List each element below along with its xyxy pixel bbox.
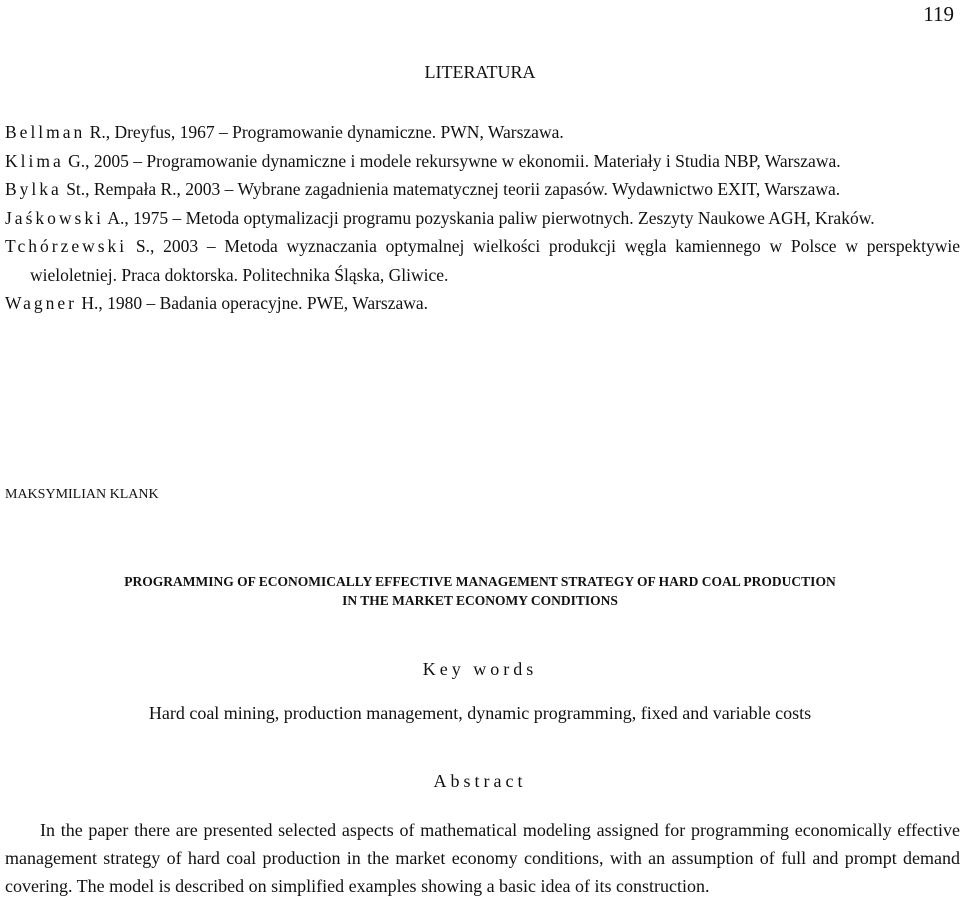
reference-item bbox=[5, 232, 960, 289]
keywords-text: Hard coal mining, production management, dynamic programming, fixed and variable costs bbox=[148, 703, 812, 723]
page-number: 119 bbox=[923, 2, 954, 26]
reference-author: Bylka bbox=[5, 179, 62, 199]
reference-details: H., 1980 – Badania operacyjne. PWE, Warszawa. bbox=[76, 293, 429, 313]
reference-author: Klima bbox=[5, 150, 64, 171]
reference-details: G., 2005 – Programowanie dynamiczne i modele rekursywne w ekonomii. Materiały i Studia NBP, Warszawa. bbox=[63, 150, 841, 171]
reference-item bbox=[5, 204, 960, 233]
reference-details: R., Dreyfus, 1967 – Programowanie dynamiczne. PWN, Warszawa. bbox=[85, 122, 564, 142]
reference-item bbox=[5, 147, 960, 176]
reference-list bbox=[5, 118, 960, 318]
reference-author: Bellman bbox=[5, 122, 86, 142]
article-title-line: IN THE MARKET ECONOMY CONDITIONS bbox=[342, 593, 618, 608]
reference-details: St., Rempała R., 2003 – Wybrane zagadnienia matematycznej teorii zapasów. Wydawnictwo EXIT, Warszawa. bbox=[61, 179, 841, 199]
article-author: MAKSYMILIAN KLANK bbox=[5, 487, 159, 502]
reference-item bbox=[5, 118, 960, 147]
reference-details: S., 2003 – Metoda wyznaczania optymalnej wielkości produkcji węgla kamiennego w Polsce w perspektywie wieloletniej. Praca doktorska. Politechnika Śląska, Gliwice. bbox=[30, 236, 960, 285]
reference-author: Wagner bbox=[5, 293, 77, 313]
article-title bbox=[0, 572, 960, 610]
literature-heading: LITERATURA bbox=[424, 62, 536, 82]
article-title-line: PROGRAMMING OF ECONOMICALLY EFFECTIVE MANAGEMENT STRATEGY OF HARD COAL PRODUCTION bbox=[124, 574, 836, 589]
abstract-heading: Abstract bbox=[433, 771, 527, 791]
reference-details: A., 1975 – Metoda optymalizacji programu pozyskania paliw pierwotnych. Zeszyty Naukowe AGH, Kraków. bbox=[103, 207, 875, 228]
reference-author: Jaśkowski bbox=[5, 207, 104, 228]
reference-item bbox=[5, 289, 960, 318]
reference-item bbox=[5, 175, 960, 204]
reference-author: Tchórzewski bbox=[5, 236, 128, 256]
keywords-heading: Key words bbox=[422, 659, 538, 679]
abstract-text: In the paper there are presented selected aspects of mathematical modeling assigned for programming economically effective management strategy of hard coal production in the market economy conditions, with an assumption of full and prompt demand covering. The model is described on simplified examples showing a basic idea of its construction. bbox=[5, 820, 960, 896]
